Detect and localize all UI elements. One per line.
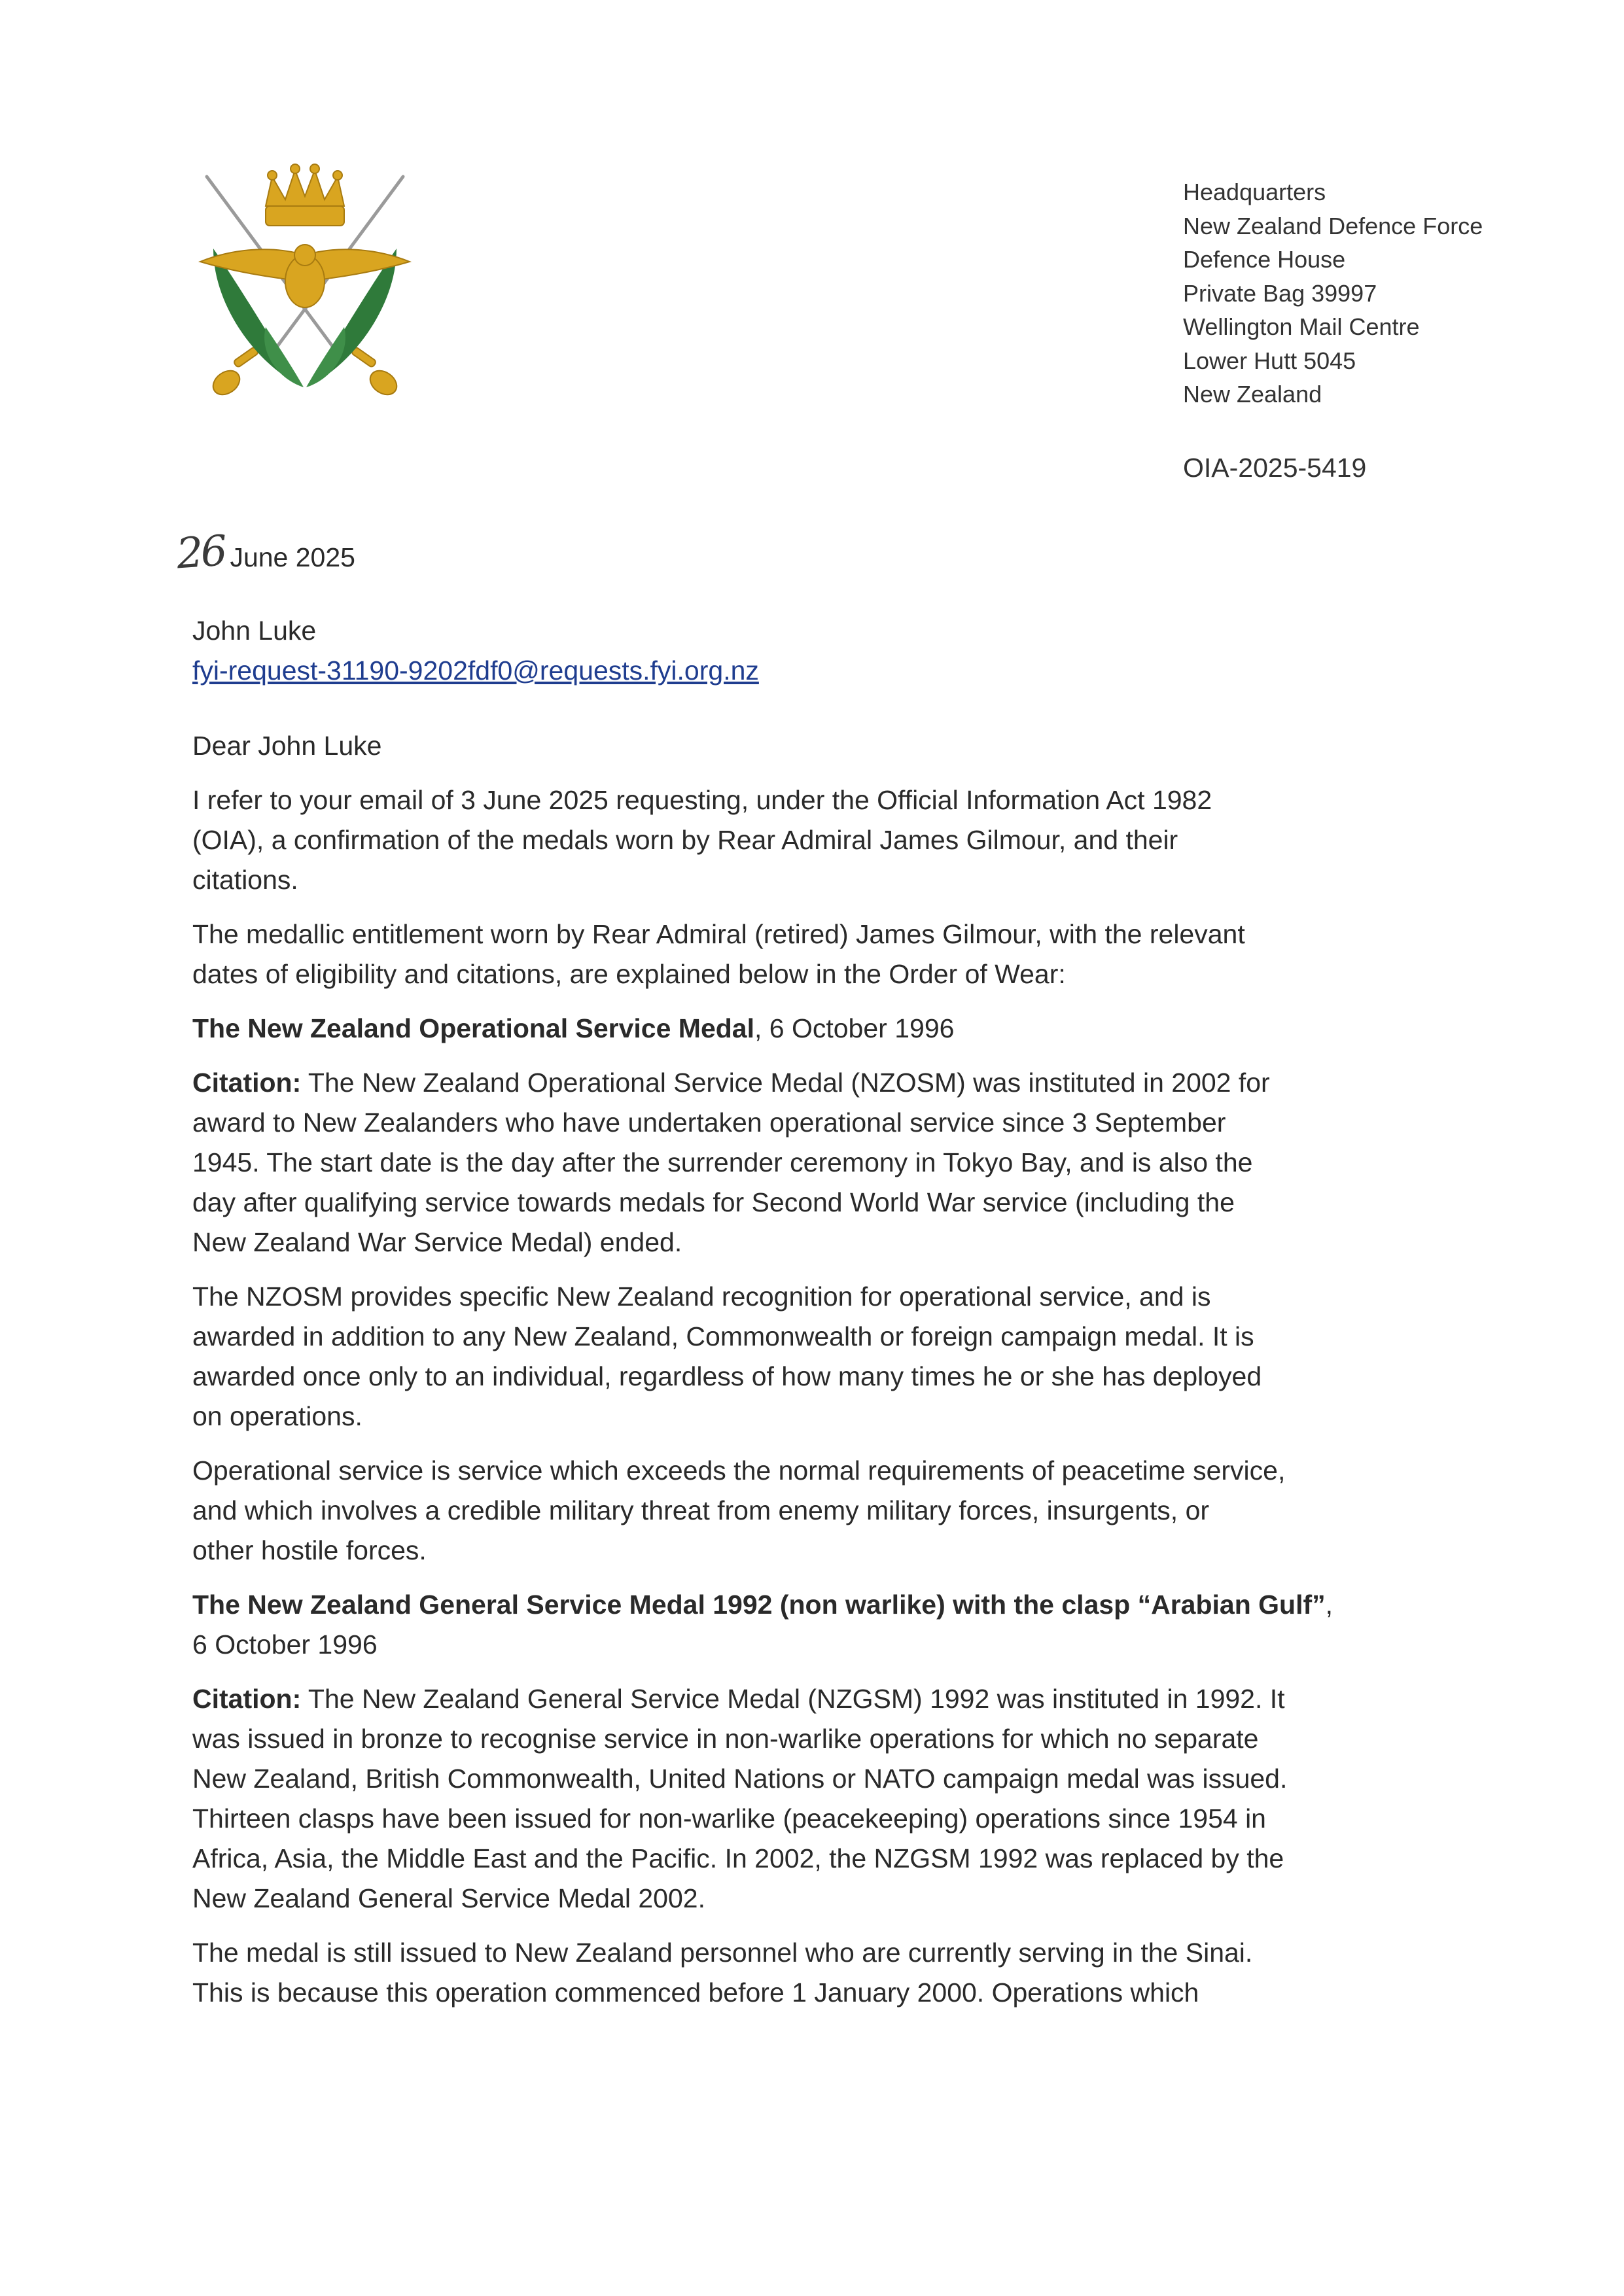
address-line: Private Bag 39997	[1183, 279, 1377, 307]
paragraph-sinai: The medal is still issued to New Zealand personnel who are currently serving in the Sinai. This is because this operation commenced before 1 January 2000. Operations which	[192, 1938, 1253, 2008]
medal1-title: The New Zealand Operational Service Medal	[192, 1013, 754, 1043]
reference-number: OIA-2025-5419	[1183, 453, 1367, 483]
paragraph-request: I refer to your email of 3 June 2025 requesting, under the Official Information Act 1982 (OIA), a confirmation of the medals worn by Rear Admiral James Gilmour, and their citations.	[192, 785, 1212, 895]
handwritten-day: 26	[175, 527, 226, 579]
citation-label: Citation:	[192, 1684, 302, 1714]
letter-date	[177, 529, 355, 577]
nzdf-crest-logo	[187, 157, 423, 406]
medal1-heading	[192, 1009, 1436, 1049]
address-line: New Zealand	[1183, 381, 1322, 408]
medal2-title: The New Zealand General Service Medal 1992 (non warlike) with the clasp “Arabian Gulf”	[192, 1590, 1326, 1620]
address-line: Lower Hutt 5045	[1183, 347, 1356, 374]
recipient-email-link[interactable]: fyi-request-31190-9202fdf0@requests.fyi.org.nz	[192, 655, 759, 686]
medal1-date: , 6 October 1996	[754, 1013, 955, 1043]
address-line: New Zealand Defence Force	[1183, 212, 1483, 239]
citation-label: Citation:	[192, 1068, 302, 1098]
salutation: Dear John Luke	[192, 731, 382, 761]
medal2-heading: The New Zealand General Service Medal 1992 (non warlike) with the clasp “Arabian Gulf”, 6 October 1996	[192, 1585, 1436, 1665]
address-line: Wellington Mail Centre	[1183, 313, 1420, 340]
sender-address	[1183, 175, 1483, 411]
date-text: June 2025	[230, 542, 355, 572]
address-line: Headquarters	[1183, 179, 1326, 205]
recipient-block	[192, 611, 759, 691]
medal2-date: 6 October 1996	[192, 1629, 378, 1660]
recipient-name: John Luke	[192, 616, 317, 646]
medal2-citation: Citation: The New Zealand General Service Medal (NZGSM) 1992 was instituted in 1992. It was issued in bronze to recognise service in non-warlike operations for which no separate New Zealand, British Commonwealth, United Nations or NATO campaign medal was issued. Thirteen clasps have been issued for non-warlike (peacekeeping) operations since 1954 in Africa, Asia, the Middle East and the Pacific. In 2002, the NZGSM 1992 was replaced by the New Zealand General Service Medal 2002.	[192, 1684, 1288, 1913]
paragraph-operational-service: Operational service is service which exceeds the normal requirements of peacetime service, and which involves a credible military threat from enemy military forces, insurgents, or other hostile forces.	[192, 1455, 1286, 1565]
paragraph-entitlement: The medallic entitlement worn by Rear Admiral (retired) James Gilmour, with the relevant dates of eligibility and citations, are explained below in the Order of Wear:	[192, 919, 1245, 989]
paragraph-nzosm: The NZOSM provides specific New Zealand recognition for operational service, and is awarded in addition to any New Zealand, Commonwealth or foreign campaign medal. It is awarded once only to an individual, regardless of how many times he or she has deployed on operations.	[192, 1281, 1262, 1431]
letter-body	[192, 726, 1436, 2027]
medal1-citation: Citation: The New Zealand Operational Service Medal (NZOSM) was instituted in 2002 for award to New Zealanders who have undertaken operational service since 3 September 1945. The start date is the day after the surrender ceremony in Tokyo Bay, and is also the day after qualifying service towards medals for Second World War service (including the New Zealand War Service Medal) ended.	[192, 1068, 1270, 1257]
address-line: Defence House	[1183, 246, 1346, 273]
